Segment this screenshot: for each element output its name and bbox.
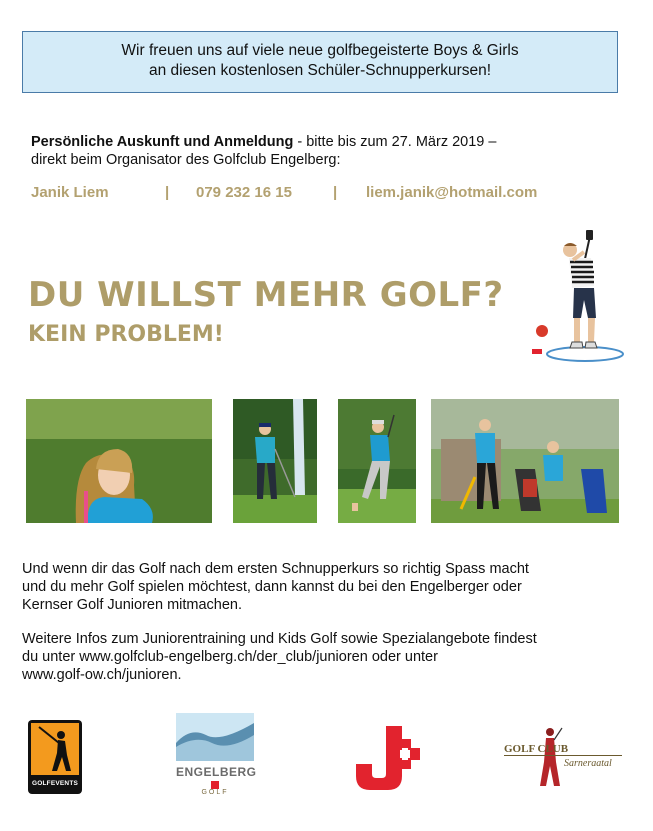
- junior-paragraph: [22, 560, 632, 614]
- info-paragraph: [22, 630, 632, 684]
- paragraph-line: Und wenn dir das Golf nach dem ersten Schnupperkurs so richtig Spass macht: [22, 561, 529, 577]
- paragraph-line-with-link[interactable]: www.golf-ow.ch/junioren.: [22, 667, 182, 683]
- paragraph-line-with-link[interactable]: du unter www.golfclub-engelberg.ch/der_club/junioren oder unter: [22, 649, 438, 665]
- golfclub-place: Sarneraatal: [564, 758, 612, 769]
- headline: DU WILLST MEHR GOLF?: [28, 275, 504, 315]
- golfer-figure-icon: [534, 726, 564, 790]
- j-plus-s-logo[interactable]: [354, 724, 420, 790]
- banner-line-1: Wir freuen uns auf viele neue golfbegeisterte Boys & Girls: [121, 42, 519, 59]
- engelberg-sub-wordmark: GOLF: [201, 789, 229, 796]
- paragraph-line: Weitere Infos zum Juniorentraining und Kids Golf sowie Spezialangebote findest: [22, 631, 537, 647]
- golfevents-logo[interactable]: [28, 720, 82, 794]
- contact-organizer-line: direkt beim Organisator des Golfclub Engelberg:: [31, 152, 341, 168]
- engelberg-golf-logo[interactable]: [176, 713, 257, 799]
- golfclub-wordmark: GOLF CLUB: [504, 743, 569, 755]
- junior-golfers-group-photo: [431, 399, 619, 523]
- golfer-silhouette-icon: [31, 723, 79, 775]
- swiss-cross-icon: [211, 781, 219, 789]
- contact-details: [31, 184, 631, 206]
- contact-name: Janik Liem: [31, 184, 109, 201]
- contact-phone[interactable]: 079 232 16 15: [196, 184, 292, 201]
- banner-line-2: an diesen kostenlosen Schüler-Schnupperkursen!: [148, 62, 492, 79]
- paragraph-line: Kernser Golf Junioren mitmachen.: [22, 597, 243, 613]
- boy-golfer-waterfall-photo: [233, 399, 317, 523]
- golfevents-wordmark: GOLFEVENTS: [31, 780, 79, 787]
- info-banner: [22, 31, 618, 93]
- contact-deadline: - bitte bis zum 27. März 2019 –: [293, 134, 497, 150]
- logo-divider: [504, 755, 622, 756]
- contact-separator: |: [165, 184, 170, 201]
- mountain-icon: [176, 713, 254, 761]
- golfclub-sarneraatal-logo[interactable]: [504, 726, 624, 790]
- contact-separator: |: [333, 184, 338, 201]
- junior-golfer-photo: [528, 228, 628, 368]
- paragraph-line: und du mehr Golf spielen möchtest, dann kannst du bei den Engelberger oder: [22, 579, 522, 595]
- contact-intro: [31, 133, 621, 169]
- boy-golfer-swing-photo: [338, 399, 416, 523]
- contact-email-link[interactable]: liem.janik@hotmail.com: [366, 184, 538, 201]
- girl-golfer-photo: [26, 399, 212, 523]
- contact-heading: Persönliche Auskunft und Anmeldung: [31, 134, 294, 150]
- engelberg-wordmark: ENGELBERG: [176, 765, 257, 779]
- subheadline: KEIN PROBLEM!: [28, 322, 224, 347]
